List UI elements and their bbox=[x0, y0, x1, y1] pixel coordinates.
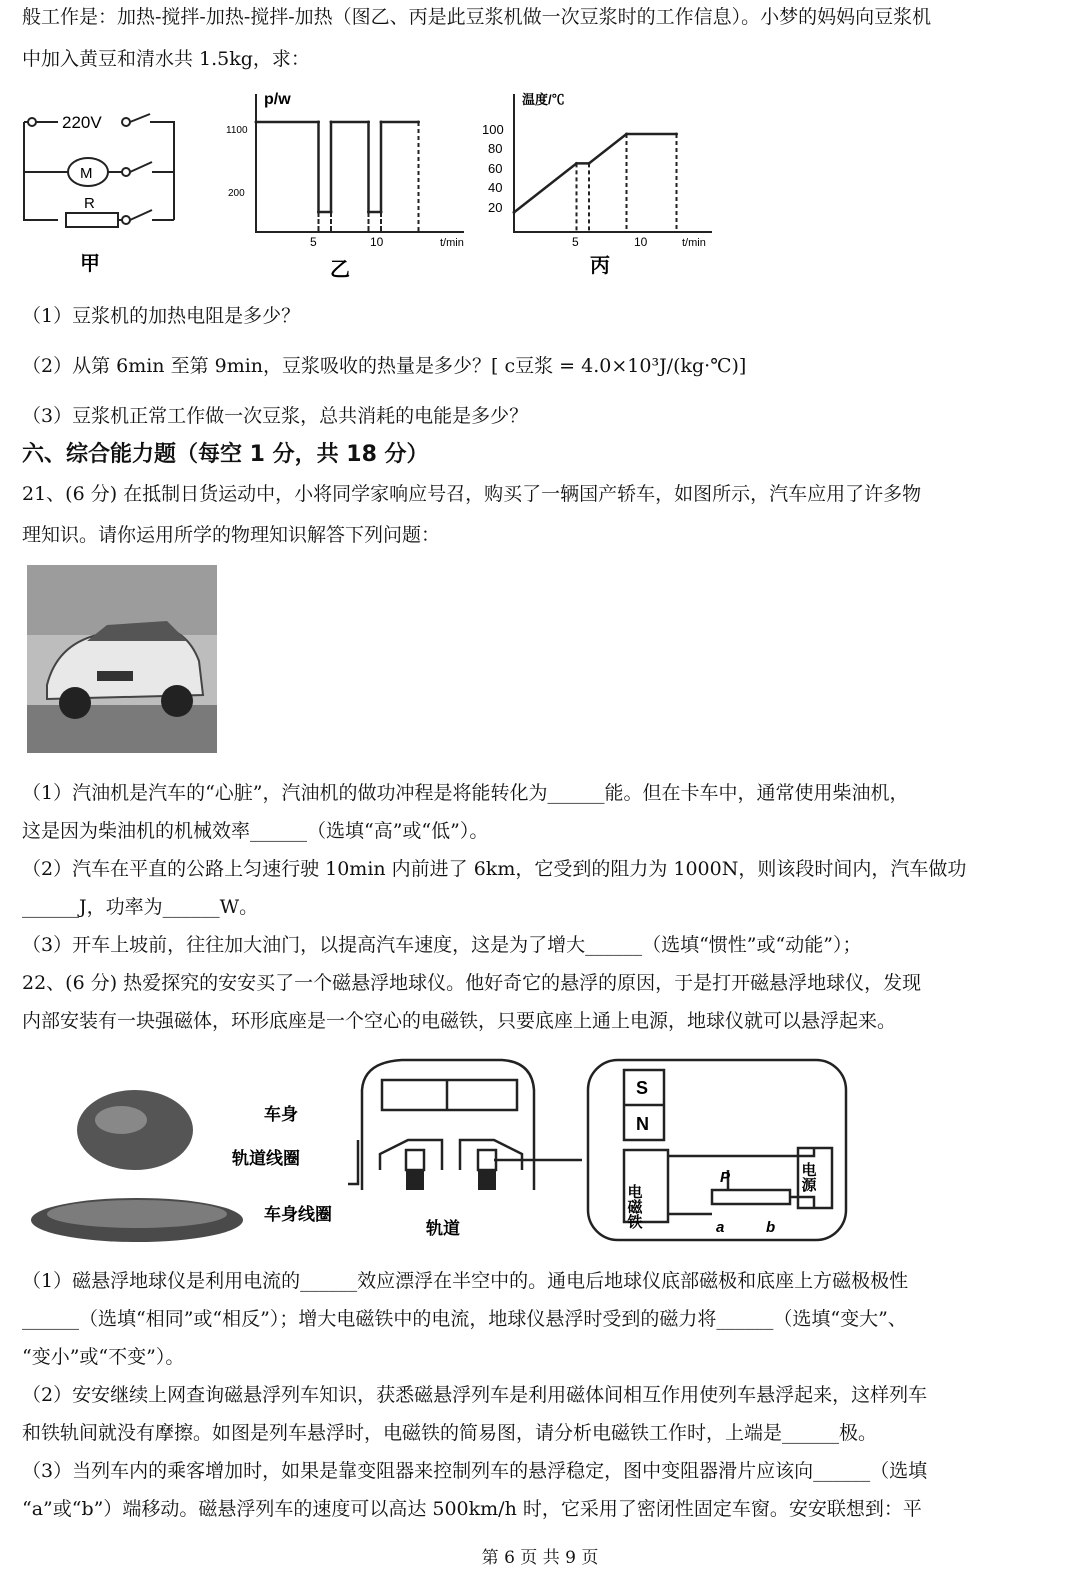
x-axis-label: t/min bbox=[682, 237, 706, 249]
y-tick-label: 60 bbox=[488, 161, 503, 176]
motor-label: M bbox=[80, 165, 93, 182]
chart-point bbox=[367, 211, 370, 214]
x-tick-label: 5 bbox=[572, 235, 579, 249]
end-b-label: b bbox=[766, 1219, 776, 1236]
text-line: 内部安装有一块强磁体，环形底座是一个空心的电磁铁，只要底座上通上电源，地球仪就可以悬浮起来。 bbox=[22, 1010, 897, 1032]
label-track: 轨道 bbox=[426, 1219, 460, 1238]
chart-point bbox=[317, 121, 320, 124]
question-line: （3）豆浆机正常工作做一次豆浆，总共消耗的电能是多少？ bbox=[22, 405, 529, 427]
y-axis-label: p/w bbox=[264, 91, 291, 108]
section-heading: 六、综合能力题（每空 1 分，共 18 分） bbox=[22, 442, 429, 467]
chart-point bbox=[317, 211, 320, 214]
power-source-label: 电源 bbox=[799, 1162, 817, 1192]
question-line: （2）安安继续上网查询磁悬浮列车知识，获悉磁悬浮列车是利用磁体间相互作用使列车悬浮起来，这样列车 bbox=[22, 1384, 928, 1406]
voltage-label: 220V bbox=[62, 113, 102, 132]
circuit-diagram-jia bbox=[18, 92, 208, 282]
magnet-n-pole: N bbox=[636, 1114, 649, 1134]
question-line: （1）汽油机是汽车的“心脏”，汽油机的做功冲程是将能转化为______能。但在卡车中，通常使用柴油机， bbox=[22, 782, 909, 804]
text-line: 21、(6 分) 在抵制日货运动中，小将同学家响应号召，购买了一辆国产轿车，如图所示，汽车应用了许多物 bbox=[22, 483, 922, 505]
chart-point bbox=[380, 121, 383, 124]
page-footer: 第 6 页 共 9 页 bbox=[481, 1548, 599, 1568]
question-line: （2）从第 6min 至第 9min，豆浆吸收的热量是多少？[ c豆浆 = 4.0×10³J/(kg·℃)] bbox=[22, 355, 747, 377]
figure-caption: 乙 bbox=[330, 259, 350, 281]
chart-point bbox=[625, 133, 628, 136]
question-line: 和铁轨间就没有摩擦。如图是列车悬浮时，电磁铁的简易图，请分析电磁铁工作时，上端是______极。 bbox=[22, 1422, 878, 1444]
end-a-label: a bbox=[716, 1219, 725, 1236]
chart-point bbox=[575, 162, 578, 165]
question-line: “变小”或“不变”）。 bbox=[22, 1346, 185, 1368]
question-line: （3）当列车内的乘客增加时，如果是靠变阻器来控制列车的悬浮稳定，图中变阻器滑片应该向______（选填 bbox=[22, 1460, 928, 1482]
power-time-chart bbox=[220, 86, 480, 286]
y-tick-label: 20 bbox=[488, 200, 503, 215]
magnet-s-pole: S bbox=[636, 1078, 649, 1098]
chart-point bbox=[330, 121, 333, 124]
y-tick-label: 100 bbox=[482, 122, 504, 137]
label-body-coil: 车身线圈 bbox=[264, 1205, 332, 1224]
y-axis-label: 温度/℃ bbox=[522, 92, 565, 107]
x-axis-label: t/min bbox=[440, 237, 464, 249]
question-line: ______J，功率为______W。 bbox=[22, 896, 259, 918]
label-track-coil: 轨道线圈 bbox=[232, 1149, 300, 1168]
y-tick-label: 200 bbox=[228, 188, 245, 199]
question-line: （1）豆浆机的加热电阻是多少？ bbox=[22, 305, 301, 327]
maglev-globe-photo bbox=[25, 1050, 250, 1250]
electromagnet-label: 电磁铁 bbox=[625, 1184, 643, 1229]
chart-point bbox=[255, 121, 258, 124]
y-tick-label: 80 bbox=[488, 141, 503, 156]
y-tick-label: 1100 bbox=[226, 125, 248, 136]
figure-caption: 丙 bbox=[590, 255, 610, 277]
chart-point bbox=[417, 121, 420, 124]
label-body: 车身 bbox=[264, 1105, 298, 1124]
chart-series-line bbox=[256, 122, 419, 212]
x-tick-label: 10 bbox=[370, 235, 384, 249]
x-tick-label: 5 bbox=[310, 235, 317, 249]
chart-point bbox=[675, 133, 678, 136]
text-line: 理知识。请你运用所学的物理知识解答下列问题： bbox=[22, 524, 441, 546]
text-line: 般工作是：加热-搅拌-加热-搅拌-加热（图乙、丙是此豆浆机做一次豆浆时的工作信息）。小梦的妈妈向豆浆机 bbox=[22, 6, 932, 28]
question-line: “a”或“b”）端移动。磁悬浮列车的速度可以高达 500km/h 时，它采用了密闭性固定车窗。安安联想到：平 bbox=[22, 1498, 922, 1520]
question-line: ______（选填“相同”或“相反”）；增大电磁铁中的电流，地球仪悬浮时受到的磁力将______（选填“变大”、 bbox=[22, 1308, 907, 1330]
car-photo bbox=[27, 565, 217, 753]
y-tick-label: 40 bbox=[488, 180, 503, 195]
text-line: 22、(6 分) 热爱探究的安安买了一个磁悬浮地球仪。他好奇它的悬浮的原因，于是打开磁悬浮地球仪，发现 bbox=[22, 972, 922, 994]
text-line: 中加入黄豆和清水共 1.5kg，求： bbox=[22, 48, 310, 70]
resistor-label: R bbox=[84, 195, 95, 212]
temperature-time-chart bbox=[478, 86, 728, 286]
question-line: （3）开车上坡前，往往加大油门，以提高汽车速度，这是为了增大______（选填“惯性”或“动能”）； bbox=[22, 934, 862, 956]
maglev-train-diagram bbox=[232, 1050, 852, 1250]
x-tick-label: 10 bbox=[634, 235, 648, 249]
chart-point bbox=[513, 211, 516, 214]
question-line: 这是因为柴油机的机械效率______（选填“高”或“低”）。 bbox=[22, 820, 489, 842]
slider-label: P bbox=[720, 1169, 731, 1186]
figure-caption: 甲 bbox=[80, 253, 100, 275]
question-line: （2）汽车在平直的公路上匀速行驶 10min 内前进了 6km，它受到的阻力为 1000N，则该段时间内，汽车做功 bbox=[22, 858, 967, 880]
chart-point bbox=[367, 121, 370, 124]
chart-series-line bbox=[514, 134, 677, 212]
chart-point bbox=[588, 162, 591, 165]
question-line: （1）磁悬浮地球仪是利用电流的______效应漂浮在半空中的。通电后地球仪底部磁极和底座上方磁极极性 bbox=[22, 1270, 909, 1292]
